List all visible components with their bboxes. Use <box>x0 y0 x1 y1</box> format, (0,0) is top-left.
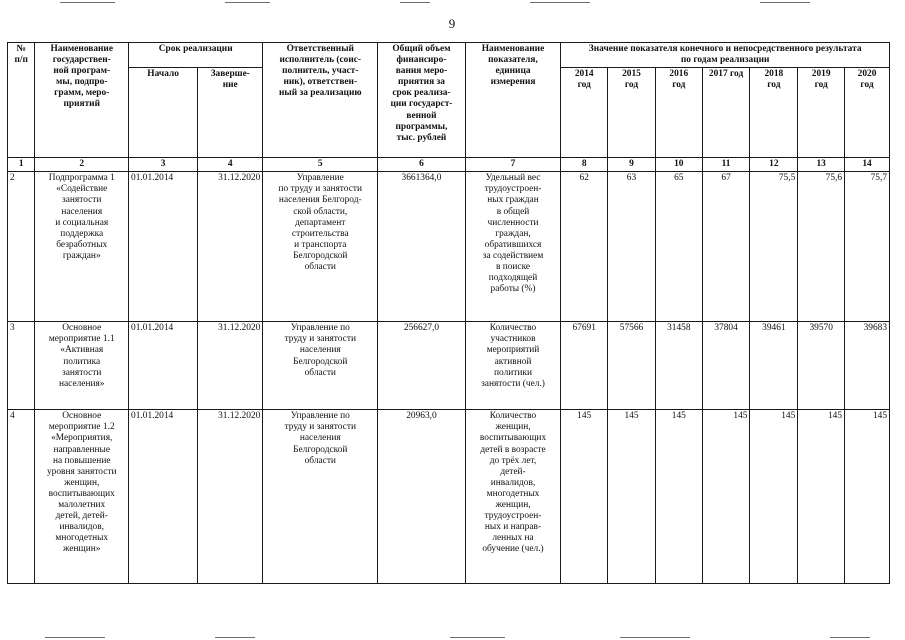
row-value: 145 <box>655 410 702 584</box>
row-value: 145 <box>845 410 890 584</box>
row-indicator: Количество женщин, воспитывающих детей в возрасте до трёх лет, детей- инвалидов, многодетных женщин, трудоустроен- ных и направ- ленных на обучение (чел.) <box>465 410 561 584</box>
row-value: 145 <box>798 410 845 584</box>
header-year: 2017 год <box>702 68 750 158</box>
header-period: Срок реализации <box>129 43 263 68</box>
header-funding: Общий объем финансиро- вания меро- приятия за срок реализа- ции государст- венной программы, тыс. рублей <box>378 43 465 158</box>
row-value: 75,6 <box>798 172 845 322</box>
header-year: 2018 год <box>750 68 798 158</box>
column-number: 4 <box>198 158 263 172</box>
row-funding: 3661364,0 <box>378 172 465 322</box>
column-number: 10 <box>655 158 702 172</box>
row-end-date: 31.12.2020 <box>198 172 263 322</box>
row-value: 75,5 <box>750 172 798 322</box>
table-row <box>8 410 890 584</box>
row-start-date: 01.01.2014 <box>129 410 198 584</box>
header-start: Начало <box>129 68 198 158</box>
row-start-date: 01.01.2014 <box>129 172 198 322</box>
row-executor: Управление по труду и занятости населения Белгород- ской области, департамент строительства и транспорта Белгородской области <box>263 172 378 322</box>
row-value: 145 <box>702 410 750 584</box>
row-value: 39570 <box>798 322 845 410</box>
bottom-edge-rule <box>215 637 255 638</box>
row-value: 145 <box>561 410 608 584</box>
row-indicator: Удельный вес трудоустроен- ных граждан в общей численности граждан, обратившихся за содействием в поиске подходящей работы (%) <box>465 172 561 322</box>
row-value: 39683 <box>845 322 890 410</box>
row-name: Основное мероприятие 1.1 «Активная политика занятости населения» <box>35 322 129 410</box>
row-funding: 20963,0 <box>378 410 465 584</box>
header-executor: Ответственный исполнитель (соис- полнитель, участ- ник), ответствен- ный за реализацию <box>263 43 378 158</box>
row-end-date: 31.12.2020 <box>198 410 263 584</box>
row-value: 57566 <box>608 322 656 410</box>
top-edge-rule <box>530 2 590 3</box>
column-number-row <box>8 158 890 172</box>
top-edge-rule <box>60 2 115 3</box>
row-value: 37804 <box>702 322 750 410</box>
row-executor: Управление по труду и занятости населения Белгородской области <box>263 410 378 584</box>
row-value: 75,7 <box>845 172 890 322</box>
row-value: 67 <box>702 172 750 322</box>
header-year: 2015 год <box>608 68 656 158</box>
row-name: Подпрограмма 1 «Содействие занятости населения и социальная поддержка безработных граждан» <box>35 172 129 322</box>
header-year: 2020 год <box>845 68 890 158</box>
row-value: 67691 <box>561 322 608 410</box>
header-values: Значение показателя конечного и непосредственного результата по годам реализации <box>561 43 890 68</box>
row-executor: Управление по труду и занятости населения Белгородской области <box>263 322 378 410</box>
row-name: Основное мероприятие 1.2 «Мероприятия, направленные на повышение уровня занятости женщин, воспитывающих малолетних детей, детей- инвалидов, многодетных женщин» <box>35 410 129 584</box>
header-end: Заверше- ние <box>198 68 263 158</box>
column-number: 9 <box>608 158 656 172</box>
row-end-date: 31.12.2020 <box>198 322 263 410</box>
column-number: 3 <box>129 158 198 172</box>
header-year: 2019 год <box>798 68 845 158</box>
top-edge-rule <box>400 2 430 3</box>
column-number: 12 <box>750 158 798 172</box>
row-number: 4 <box>8 410 35 584</box>
row-value: 145 <box>608 410 656 584</box>
header-row-number: № п/п <box>8 43 35 158</box>
row-start-date: 01.01.2014 <box>129 322 198 410</box>
bottom-edge-rule <box>830 637 870 638</box>
header-name: Наименование государствен- ной програм- мы, подпро- грамм, меро- приятий <box>35 43 129 158</box>
bottom-edge-rule <box>45 637 105 638</box>
row-indicator: Количество участников мероприятий активной политики занятости (чел.) <box>465 322 561 410</box>
column-number: 1 <box>8 158 35 172</box>
header-year: 2014 год <box>561 68 608 158</box>
top-edge-rule <box>760 2 810 3</box>
row-value: 62 <box>561 172 608 322</box>
row-funding: 256627,0 <box>378 322 465 410</box>
bottom-edge-rule <box>450 637 505 638</box>
column-number: 14 <box>845 158 890 172</box>
row-value: 63 <box>608 172 656 322</box>
table-row <box>8 322 890 410</box>
row-number: 2 <box>8 172 35 322</box>
program-table <box>7 42 890 584</box>
header-indicator: Наименование показателя, единица измерения <box>465 43 561 158</box>
column-number: 8 <box>561 158 608 172</box>
column-number: 2 <box>35 158 129 172</box>
row-number: 3 <box>8 322 35 410</box>
row-value: 39461 <box>750 322 798 410</box>
row-value: 65 <box>655 172 702 322</box>
header-year: 2016 год <box>655 68 702 158</box>
column-number: 13 <box>798 158 845 172</box>
column-number: 7 <box>465 158 561 172</box>
column-number: 6 <box>378 158 465 172</box>
top-edge-rule <box>225 2 270 3</box>
column-number: 11 <box>702 158 750 172</box>
page-number: 9 <box>448 16 456 31</box>
table-row <box>8 172 890 322</box>
bottom-edge-rule <box>620 637 690 638</box>
column-number: 5 <box>263 158 378 172</box>
row-value: 145 <box>750 410 798 584</box>
row-value: 31458 <box>655 322 702 410</box>
